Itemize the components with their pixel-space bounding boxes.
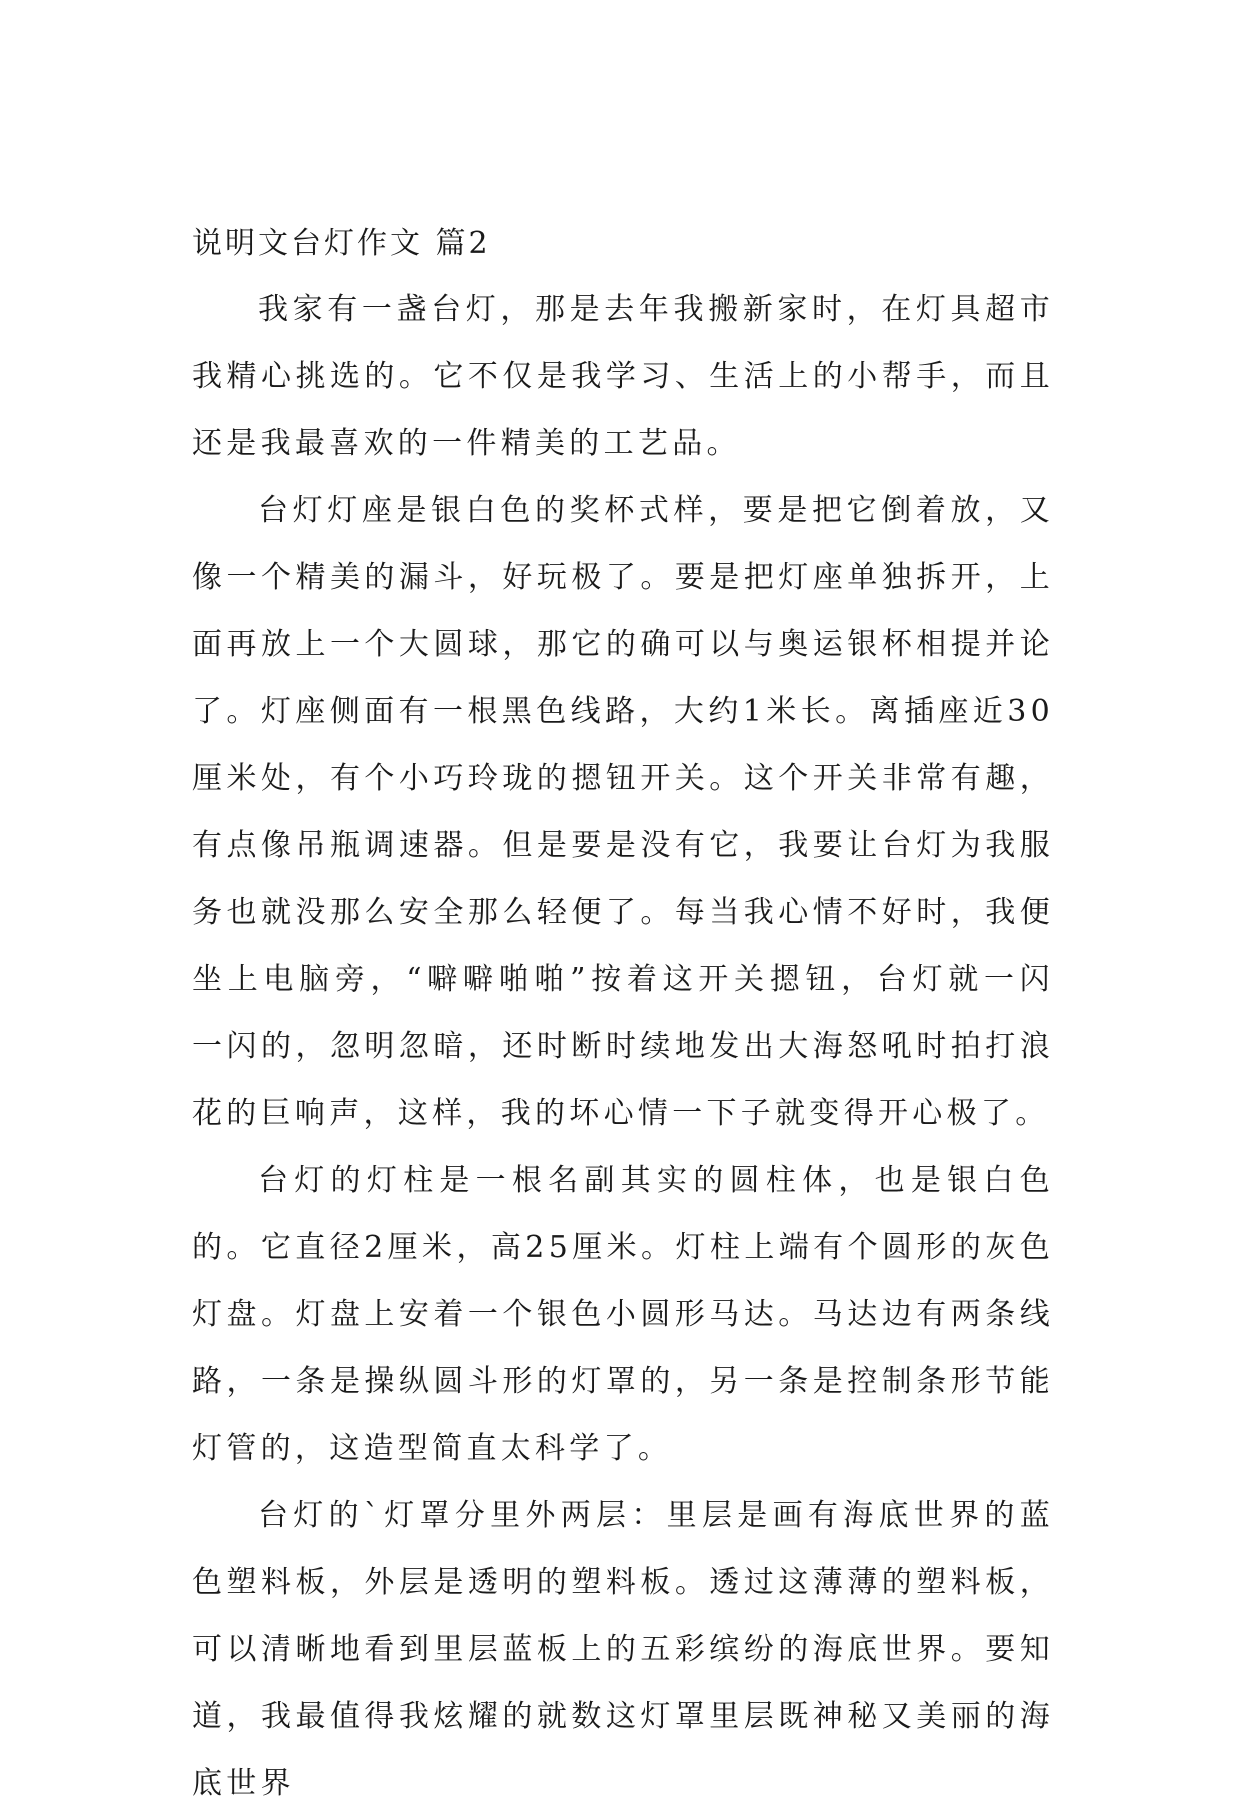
paragraph-1: 我家有一盏台灯，那是去年我搬新家时，在灯具超市我精心挑选的。它不仅是我学习、生活上的小帮手，而且还是我最喜欢的一件精美的工艺品。 [192, 292, 1054, 461]
paragraph-4: 台灯的`灯罩分里外两层：里层是画有海底世界的蓝色塑料板，外层是透明的塑料板。透过这薄薄的塑料板，可以清晰地看到里层蓝板上的五彩缤纷的海底世界。要知道，我最值得我炫耀的就数这灯罩里层既神秘又美丽的海底世界 [192, 1498, 1054, 1801]
document-title: 说明文台灯作文 篇2 [192, 226, 491, 261]
document-body [192, 212, 1054, 1817]
paragraph-3: 台灯的灯柱是一根名副其实的圆柱体，也是银白色的。它直径2厘米，高25厘米。灯柱上端有个圆形的灰色灯盘。灯盘上安着一个银色小圆形马达。马达边有两条线路，一条是操纵圆斗形的灯罩的，另一条是控制条形节能灯管的，这造型简直太科学了。 [192, 1163, 1054, 1466]
paragraph-2: 台灯灯座是银白色的奖杯式样，要是把它倒着放，又像一个精美的漏斗，好玩极了。要是把灯座单独拆开，上面再放上一个大圆球，那它的确可以与奥运银杯相提并论了。灯座侧面有一根黑色线路，大约1米长。离插座近30厘米处，有个小巧玲珑的摁钮开关。这个开关非常有趣，有点像吊瓶调速器。但是要是没有它，我要让台灯为我服务也就没那么安全那么轻便了。每当我心情不好时，我便坐上电脑旁，“噼噼啪啪”按着这开关摁钮，台灯就一闪一闪的，忽明忽暗，还时断时续地发出大海怒吼时拍打浪花的巨响声，这样，我的坏心情一下子就变得开心极了。 [192, 493, 1054, 1131]
